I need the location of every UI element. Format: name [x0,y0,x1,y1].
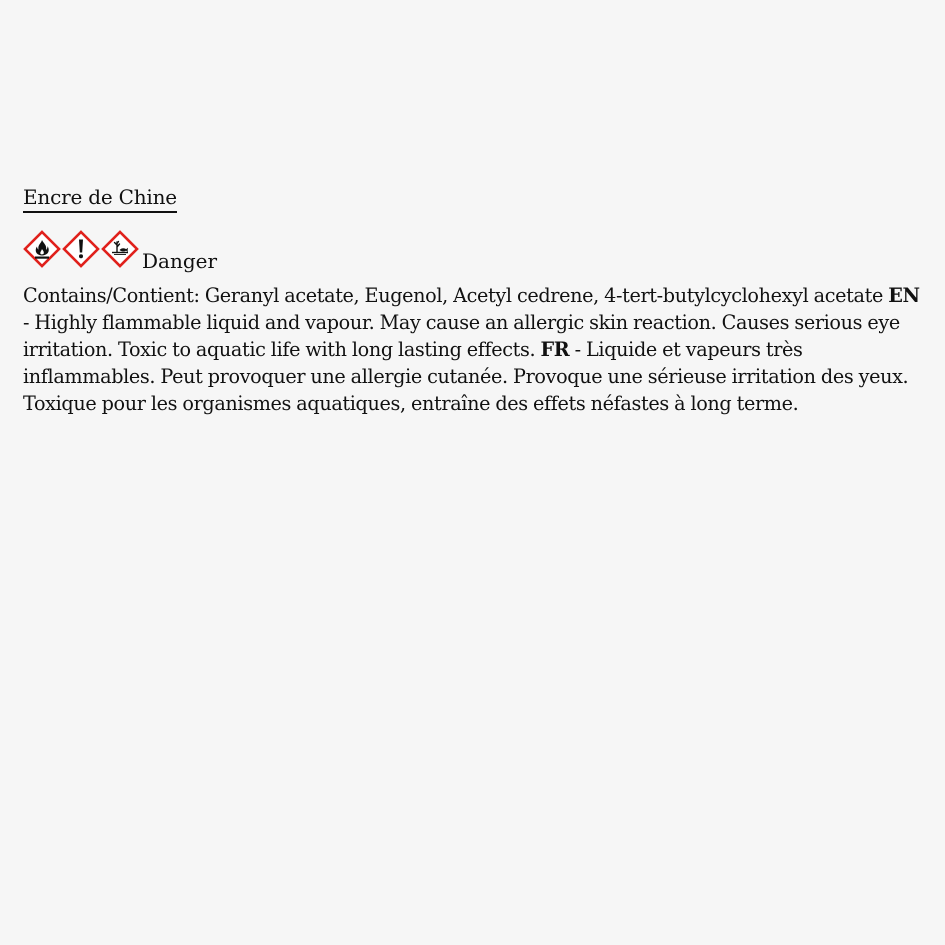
contains-text: Contains/Contient: Geranyl acetate, Eugenol, Acetyl cedrene, 4-tert-butylcyclohexyl acetate [23,284,883,307]
hazard-statement [23,282,923,417]
en-hazard-text: - Highly flammable liquid and vapour. May cause an allergic skin reaction. Causes serious eye irritation. Toxic to aquatic life with long lasting effects. [23,311,900,361]
fr-language-code: FR [540,338,570,361]
fr-hazard-text: - Liquide et vapeurs très inflammables. Peut provoquer une allergie cutanée. Provoque une sérieuse irritation des yeux. Toxique pour les organismes aquatiques, entraîne des effets néfastes à long terme. [23,338,909,415]
product-name: Encre de Chine [23,184,177,213]
exclamation-mark-icon [62,230,100,268]
hazard-row [23,230,923,273]
ghs-pictograms [23,230,140,268]
signal-word: Danger [142,249,218,273]
en-language-code: EN [888,284,920,307]
environment-icon [101,230,139,268]
hazard-label [23,184,923,417]
flame-icon [23,230,61,268]
